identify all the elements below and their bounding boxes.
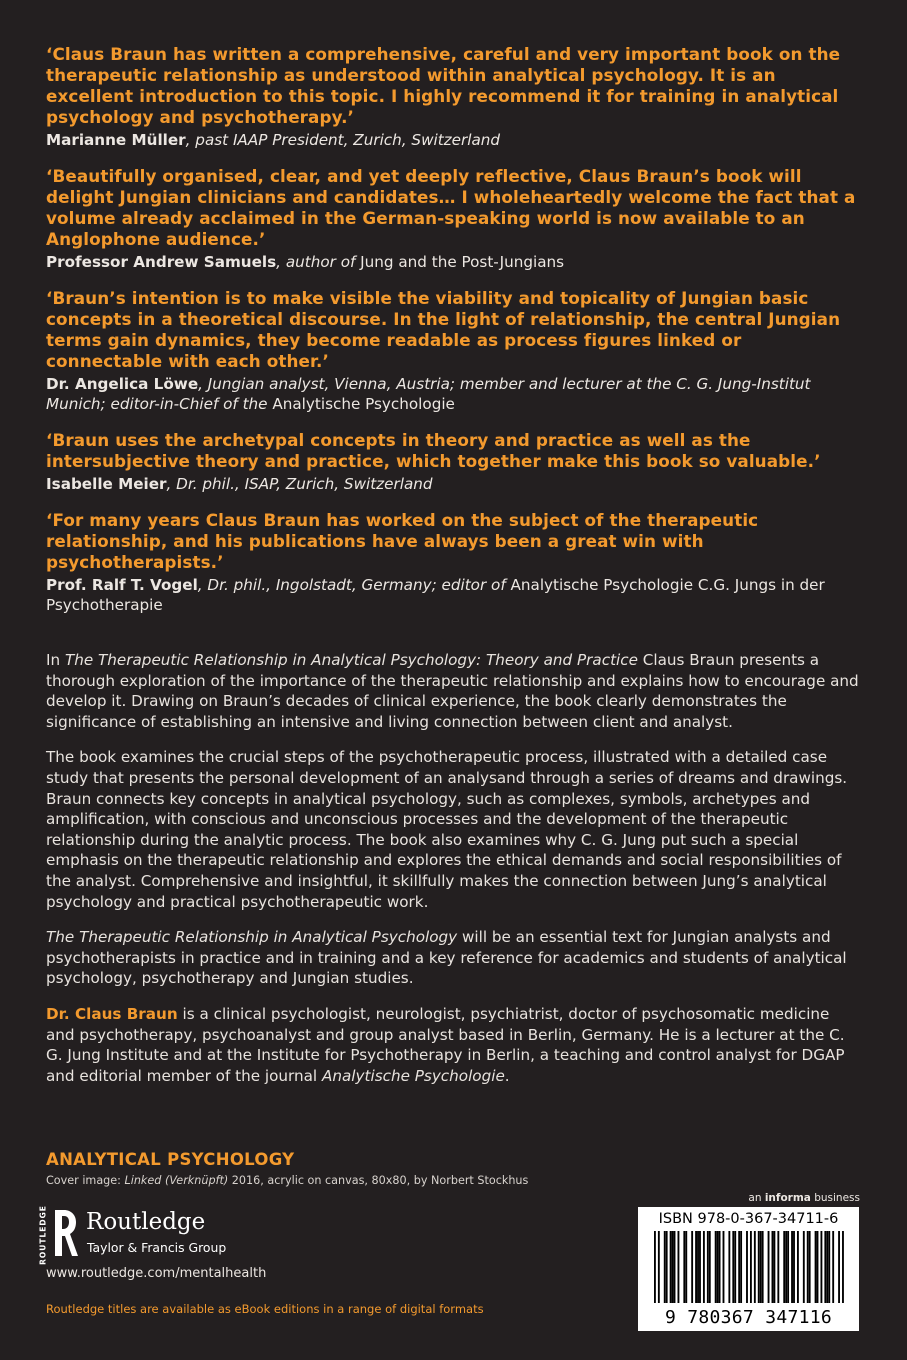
barcode-bar [683, 1231, 685, 1303]
barcode-bar [777, 1231, 779, 1303]
barcode-bar [832, 1231, 834, 1303]
endorser-role: , Jungian analyst, Vienna, Austria; member and lecturer at the C. G. Jung-Institut Munich; editor-in-Chief of the [46, 375, 811, 413]
barcode-bar [760, 1231, 762, 1303]
barcode-bar [762, 1231, 764, 1303]
barcode-bar [695, 1231, 697, 1303]
text-run: In [46, 651, 65, 669]
barcode-bar [807, 1231, 809, 1303]
endorser-name: Professor Andrew Samuels [46, 253, 277, 271]
barcode-bar [754, 1231, 756, 1303]
barcode-bar [734, 1231, 736, 1303]
text-run: 2016, acrylic on canvas, 80x80, by Norbert Stockhus [228, 1174, 529, 1187]
endorser-work-title: Jung and the Post-Jungians [360, 253, 565, 271]
barcode-bar [746, 1231, 748, 1303]
barcode-bar [654, 1231, 656, 1303]
endorser-role: , Dr. phil., Ingolstadt, Germany; editor of [197, 576, 511, 594]
endorser-work-title: Analytische Psychologie C.G. Jungs in der Psychotherapie [46, 576, 825, 614]
subject-category: ANALYTICAL PSYCHOLOGY [46, 1150, 295, 1169]
endorsement-quote: ‘Braun’s intention is to make visible the viability and topicality of Jungian basic concepts in a theoretical discourse. In the light of relationship, the central Jungian terms gain dynamics, they become readable as process figures linked or connectable with each other.’ [46, 288, 841, 371]
barcode-bar [809, 1231, 811, 1303]
endorsement-quote: ‘Beautifully organised, clear, and yet deeply reflective, Claus Braun’s book will delight Jungian clinicians and candidates… I wholeheartedly welcome the fact that a volume already acclaimed in the German-speaking world is now available to an Anglophone audience.’ [46, 166, 856, 249]
informa-brand: informa [764, 1192, 811, 1204]
barcode-bar [664, 1231, 666, 1303]
endorsement-quote: ‘For many years Claus Braun has worked on the subject of the therapeutic relationship, and his publications have always been a great win with psychotherapists.’ [46, 510, 759, 572]
barcode-bar [828, 1231, 830, 1303]
barcode-bar [728, 1231, 730, 1303]
text-run: business [810, 1192, 860, 1204]
barcode-bar [678, 1231, 680, 1303]
description-paragraph: The book examines the crucial steps of the psychotherapeutic process, illustrated with a detailed case study that presents the personal development of an analysand through a series of dreams and drawings. Braun connects key concepts in analytical psychology, such as complexes, symbols, archetypes and amplification, with conscious and unconscious processes and the development of the therapeutic relationship during the analytic process. The book also examines why C. G. Jung put such a special emphasis on the therapeutic relationship and explores the ethical demands and social responsibilities of the analyst. Comprehensive and insightful, it skillfully makes the connection between Jung’s analytical psychology and practical psychotherapeutic work. [46, 748, 848, 911]
barcode-bar [817, 1231, 819, 1303]
barcode-bars-icon [654, 1231, 844, 1303]
barcode-bar [697, 1231, 699, 1303]
barcode-bar [703, 1231, 705, 1303]
barcode-bar [820, 1231, 822, 1303]
isbn-barcode [638, 1207, 859, 1331]
barcode-bar [732, 1231, 734, 1303]
barcode-bar [791, 1231, 793, 1303]
endorser-work-title: Analytische Psychologie [272, 395, 455, 413]
artwork-title: Linked (Verknüpft) [124, 1174, 229, 1187]
barcode-bar [768, 1231, 770, 1303]
barcode-bar [719, 1231, 721, 1303]
author-name: Dr. Claus Braun [46, 1004, 178, 1023]
barcode-bar [842, 1231, 844, 1303]
barcode-bar [691, 1231, 693, 1303]
endorser-name: Dr. Angelica Löwe [46, 375, 199, 393]
endorser-role: , author of [276, 253, 361, 271]
barcode-bar [666, 1231, 668, 1303]
ebook-note: Routledge titles are available as eBook editions in a range of digital formats [46, 1302, 484, 1316]
barcode-bar [670, 1231, 672, 1303]
barcode-bar [715, 1231, 717, 1303]
vertical-label-text: ROUTLEDGE [38, 1205, 48, 1265]
barcode-bar [658, 1231, 660, 1303]
endorser-name: Isabelle Meier [46, 475, 167, 493]
barcode-bar [797, 1231, 799, 1303]
barcode-bar [772, 1231, 774, 1303]
journal-title: Analytische Psychologie [321, 1066, 505, 1085]
text-run: Cover image: [46, 1174, 125, 1187]
routledge-vertical-label [37, 1205, 49, 1265]
isbn-digits: 9 780367 347116 [664, 1307, 833, 1328]
barcode-bar [758, 1231, 760, 1303]
barcode-bar [787, 1231, 789, 1303]
barcode-bar [685, 1231, 687, 1303]
barcode-bar [803, 1231, 805, 1303]
book-title: The Therapeutic Relationship in Analytical Psychology: Theory and Practice [64, 651, 638, 669]
endorsement-attribution [46, 575, 861, 615]
barcode-bar [750, 1231, 752, 1303]
publisher-website[interactable]: www.routledge.com/mentalhealth [46, 1266, 267, 1281]
endorsement-attribution [46, 252, 861, 272]
description-paragraph [46, 650, 861, 732]
barcode-bar [709, 1231, 711, 1303]
endorsement-attribution [46, 374, 861, 414]
endorsement-quote: ‘Braun uses the archetypal concepts in theory and practice as well as the intersubjective theory and practice, which together make this book so valuable.’ [46, 430, 821, 471]
endorsement-attribution [46, 474, 861, 494]
barcode-bar [672, 1231, 674, 1303]
barcode-bar [783, 1231, 785, 1303]
barcode-bar [773, 1231, 775, 1303]
informa-business-label [748, 1192, 860, 1204]
barcode-bar [815, 1231, 817, 1303]
barcode-bar [723, 1231, 725, 1303]
isbn-label: ISBN 978-0-367-34711-6 [658, 1211, 839, 1227]
barcode-bar [707, 1231, 709, 1303]
text-run: Claus Braun presents a thorough exploration of the importance of the therapeutic relationship and explains how to encourage and develop it. Drawing on Braun’s decades of clinical experience, the book clearly demonstrates the significance of establishing an intensive and living connection between client and analyst. [46, 651, 859, 731]
endorser-role: , past IAAP President, Zurich, Switzerland [185, 131, 501, 149]
endorser-name: Marianne Müller [46, 131, 186, 149]
barcode-bar [738, 1231, 740, 1303]
endorsement-quote: ‘Claus Braun has written a comprehensive, careful and very important book on the therapeutic relationship as understood within analytical psychology. It is an excellent introduction to this topic. I highly recommend it for training in analytical psychology and psychotherapy.’ [46, 44, 841, 127]
barcode-bar [793, 1231, 795, 1303]
text-run: . [504, 1066, 510, 1085]
routledge-logo-icon [52, 1208, 78, 1258]
text-run: is a clinical psychologist, neurologist, psychiatrist, doctor of psychosomatic medicine and psychotherapy, psychoanalyst and group analyst based in Berlin, Germany. He is a lecturer at the C. G. Jung Institute and at the Institute for Psychotherapy in Berlin, a teaching and control analyst for DGAP and editorial member of the journal [46, 1004, 845, 1085]
author-bio [46, 1004, 861, 1086]
barcode-bar [699, 1231, 701, 1303]
text-run: an [748, 1192, 765, 1204]
cover-image-credit [46, 1174, 528, 1187]
endorser-role: , Dr. phil., ISAP, Zurich, Switzerland [166, 475, 433, 493]
barcode-bar [674, 1231, 676, 1303]
barcode-bar [826, 1231, 828, 1303]
text-run: will be an essential text for Jungian analysts and psychotherapists in practice and in training and a key reference for academics and students of analytical psychology, psychotherapy and Jungian studies. [46, 928, 847, 988]
endorser-name: Prof. Ralf T. Vogel [46, 576, 198, 594]
barcode-bar [740, 1231, 742, 1303]
description-paragraph [46, 927, 861, 989]
publisher-group: Taylor & Francis Group [87, 1240, 227, 1255]
book-title: The Therapeutic Relationship in Analytical Psychology [46, 928, 458, 947]
barcode-bar [717, 1231, 719, 1303]
endorsement-attribution [46, 130, 861, 150]
publisher-name: Routledge [86, 1209, 206, 1235]
barcode-bar [838, 1231, 840, 1303]
barcode-bar [785, 1231, 787, 1303]
barcode-bar [824, 1231, 826, 1303]
back-cover-text [46, 44, 861, 1101]
